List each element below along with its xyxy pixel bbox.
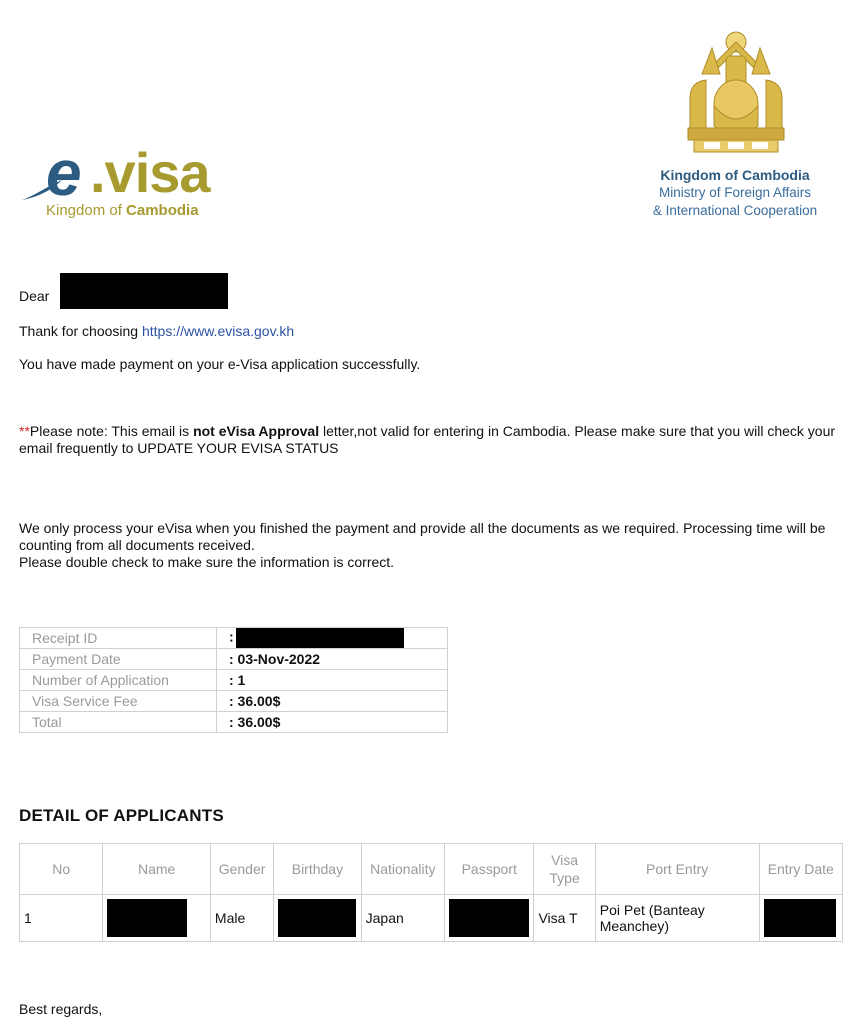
receipt-row [20,712,448,733]
ministry-line-2: Ministry of Foreign Affairs [658,185,812,200]
process-line-2: Please double check to make sure the information is correct. [19,554,395,570]
cell-passport [445,895,534,942]
note-bold: not eVisa Approval [193,423,320,439]
cell-visa-type: Visa T [534,895,595,942]
note-paragraph: **Please note: This email is not eVisa Approval letter,not valid for entering in Cambodia. Please make sure that you will check your email frequently to UPDATE YOUR EVISA STATUS [19,423,836,456]
col-header: Passport [445,844,534,895]
receipt-label: Visa Service Fee [20,691,217,712]
redacted-passport [449,899,529,937]
cell-no: 1 [20,895,103,942]
logo-e: e [46,137,82,209]
receipt-label: Payment Date [20,649,217,670]
cell-gender: Male [210,895,273,942]
ministry-block [620,166,850,220]
receipt-label: Number of Application [20,670,217,691]
receipt-label: Receipt ID [20,628,217,649]
detail-title: DETAIL OF APPLICANTS [19,806,224,825]
receipt-table [19,627,448,733]
receipt-value: : 03-Nov-2022 [217,649,448,670]
cell-nationality: Japan [361,895,444,942]
redacted-birthday [278,899,356,937]
cell-birthday [274,895,361,942]
col-header: Visa Type [534,844,595,895]
applicants-header-row [20,844,843,895]
redacted-receipt-id [236,628,404,648]
receipt-value: : 1 [217,670,448,691]
thanks-line [19,323,294,340]
payment-message: You have made payment on your e-Visa application successfully. [19,356,421,372]
col-header: Gender [210,844,273,895]
receipt-row [20,628,448,649]
thanks-text: Thank for choosing [19,323,142,339]
cell-entry-date [759,895,842,942]
royal-crest-icon [672,28,800,164]
note-stars: ** [19,423,30,439]
receipt-row [20,691,448,712]
receipt-value: : 36.00$ [217,691,448,712]
logo-subtitle: Kingdom of Cambodia [46,202,199,219]
process-paragraph [19,520,834,571]
redacted-name [60,273,228,309]
applicants-table [19,843,843,942]
greeting-text: Dear [19,288,50,304]
receipt-label: Total [20,712,217,733]
logo-word: .visa [90,141,210,204]
col-header: Name [103,844,211,895]
redacted-entry-date [764,899,836,937]
cell-port-entry: Poi Pet (Banteay Meanchey) [595,895,759,942]
col-header: Nationality [361,844,444,895]
receipt-row [20,670,448,691]
receipt-value: : 36.00$ [217,712,448,733]
receipt-value: : [217,628,448,649]
cell-name [103,895,211,942]
table-row [20,895,843,942]
col-header: Port Entry [595,844,759,895]
receipt-row [20,649,448,670]
redacted-applicant-name [107,899,187,937]
ministry-line-1: Kingdom of Cambodia [660,167,810,183]
col-header: No [20,844,103,895]
evisa-link[interactable]: https://www.evisa.gov.kh [141,323,295,339]
ministry-line-3: & International Cooperation [652,203,818,218]
col-header: Entry Date [759,844,842,895]
greeting [19,288,49,305]
col-header: Birthday [274,844,361,895]
closing: Best regards, [19,1001,103,1017]
evisa-logo [20,137,235,230]
process-line-1: We only process your eVisa when you finished the payment and provide all the documents as we required. Processing time will be counting from all documents received. [19,520,826,553]
